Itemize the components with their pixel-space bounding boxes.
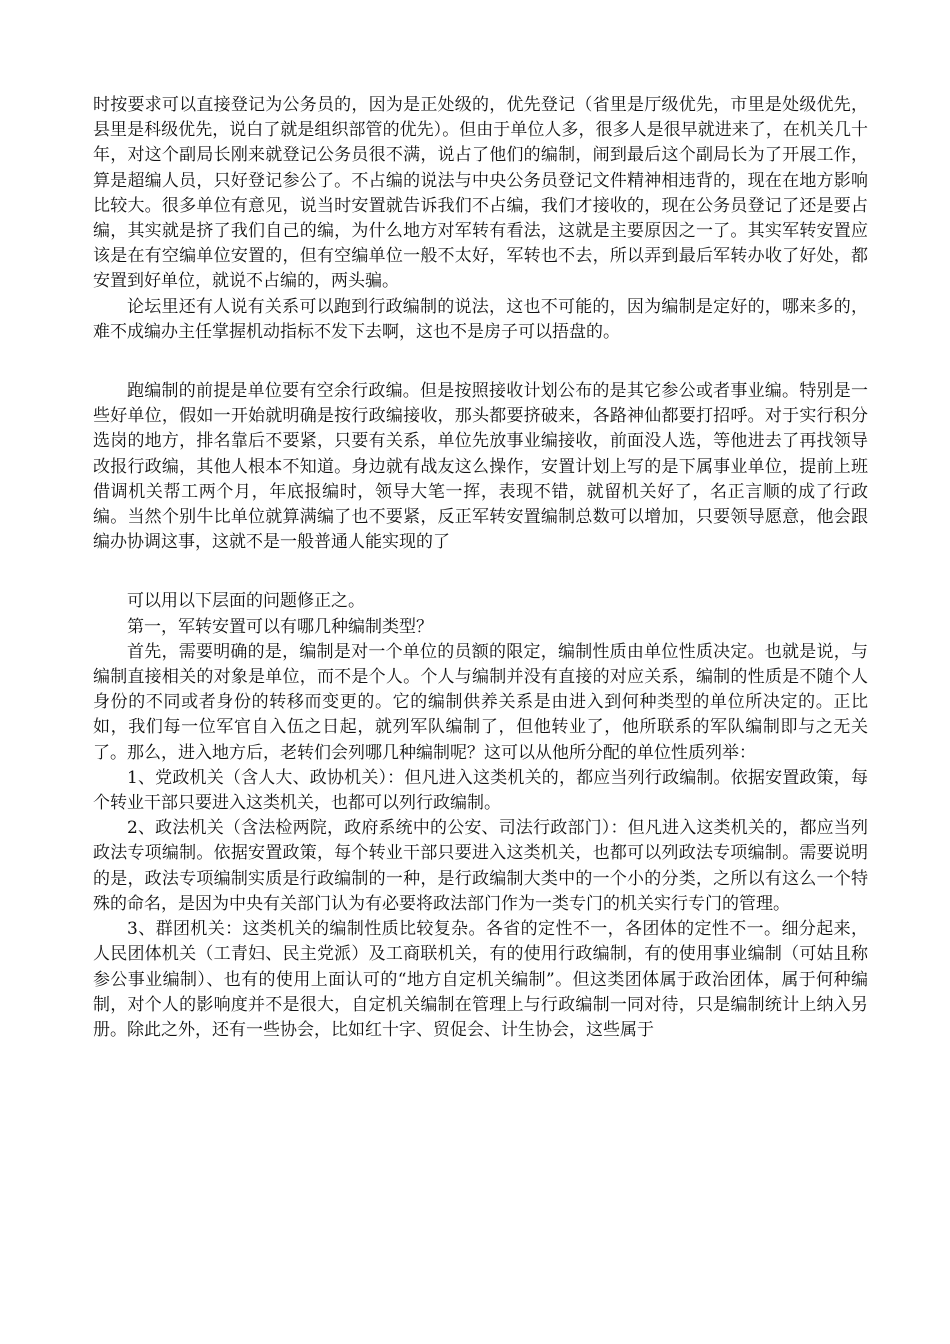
paragraph-quota-definition: 首先，需要明确的是，编制是对一个单位的员额的限定，编制性质由单位性质决定。也就是说，与编制直接相关的对象是单位，而不是个人。个人与编制并没有直接的对应关系，编制的性质是不随个人身份的不同或者身份的转移而变更的。它的编制供养关系是由进入到何种类型的单位所决定的。正比如，我们每一位军官自入伍之日起，就列军队编制了，但他转业了，他所联系的军队编制即与之无关了。那么，进入地方后，老转们会列哪几种编制呢？这可以从他所分配的单位性质列举： [93,641,868,763]
list-item-political-legal: 2、政法机关（含法检两院，政府系统中的公安、司法行政部门）：但凡进入这类机关的，都应当列政法专项编制。依据安置政策，每个转业干部只要进入这类机关，也都可以列政法专项编制。需要说明的是，政法专项编制实质是行政编制的一种，是行政编制大类中的一个小的分类，之所以有这么一个特殊的命名，是因为中央有关部门认为有必要将政法部门作为一类专门的机关实行专门的管理。 [93,818,868,914]
paragraph-forum-claim: 论坛里还有人说有关系可以跑到行政编制的说法，这也不可能的，因为编制是定好的，哪来多的，难不成编办主任掌握机动指标不发下去啊，这也不是房子可以捂盘的。 [93,296,868,342]
paragraph-correction-intro: 可以用以下层面的问题修正之。 [127,591,365,612]
paragraph-placement-continuation: 时按要求可以直接登记为公务员的，因为是正处级的，优先登记（省里是厅级优先，市里是处级优先，县里是科级优先，说白了就是组织部管的优先）。但由于单位人多，很多人是很早就进来了，在机关几十年，对这个副局长刚来就登记公务员很不满，说占了他们的编制，闹到最后这个副局长为了开展工作，算是超编人员，只好登记参公了。不占编的说法与中央公务员登记文件精神相违背的，现在在地方影响比较大。很多单位有意见，说当时安置就告诉我们不占编，我们才接收的，现在公务员登记了还是要占编，其实就是挤了我们自己的编，为什么地方对军转有看法，这就是主要原因之一了。其实军转安置应该是在有空编单位安置的，但有空编单位一般不太好，军转也不去，所以弄到最后军转办收了好处，都安置到好单位，就说不占编的，两头骗。 [93,95,868,292]
list-item-mass-organizations: 3、群团机关：这类机关的编制性质比较复杂。各省的定性不一，各团体的定性不一。细分起来，人民团体机关（工青妇、民主党派）及工商联机关，有的使用行政编制，有的使用事业编制（可姑且称参公事业编制）、也有的使用上面认可的“地方自定机关编制”。但这类团体属于政治团体，属于何种编制，对个人的影响度并不是很大，自定机关编制在管理上与行政编制一同对待，只是编制统计上纳入另册。除此之外，还有一些协会，比如红十字、贸促会、计生协会，这些属于 [93,919,868,1040]
section-heading-first: 第一，军转安置可以有哪几种编制类型？ [127,616,433,637]
paragraph-spacer [93,555,868,589]
list-item-party-government: 1、党政机关（含人大、政协机关）：但凡进入这类机关的，都应当列行政编制。依据安置政策，每个转业干部只要进入这类机关，也都可以列行政编制。 [93,767,868,814]
paragraph-running-quota: 跑编制的前提是单位要有空余行政编。但是按照接收计划公布的是其它参公或者事业编。特别是一些好单位，假如一开始就明确是按行政编接收，那头都要挤破来，各路神仙都要打招呼。对于实行积分选岗的地方，排名靠后不要紧，只要有关系，单位先放事业编接收，前面没人选，等他进去了再找领导改报行政编，其他人根本不知道。身边就有战友这么操作，安置计划上写的是下属事业单位，提前上班借调机关帮工两个月，年底报编时，领导大笔一挥，表现不错，就留机关好了，名正言顺的成了行政编。当然个别牛比单位就算满编了也不要紧，反正军转安置编制总数可以增加，只要领导愿意，他会跟编办协调这事，这就不是一般普通人能实现的了 [93,381,868,553]
paragraph-spacer [93,345,868,379]
document-body [93,93,868,1043]
